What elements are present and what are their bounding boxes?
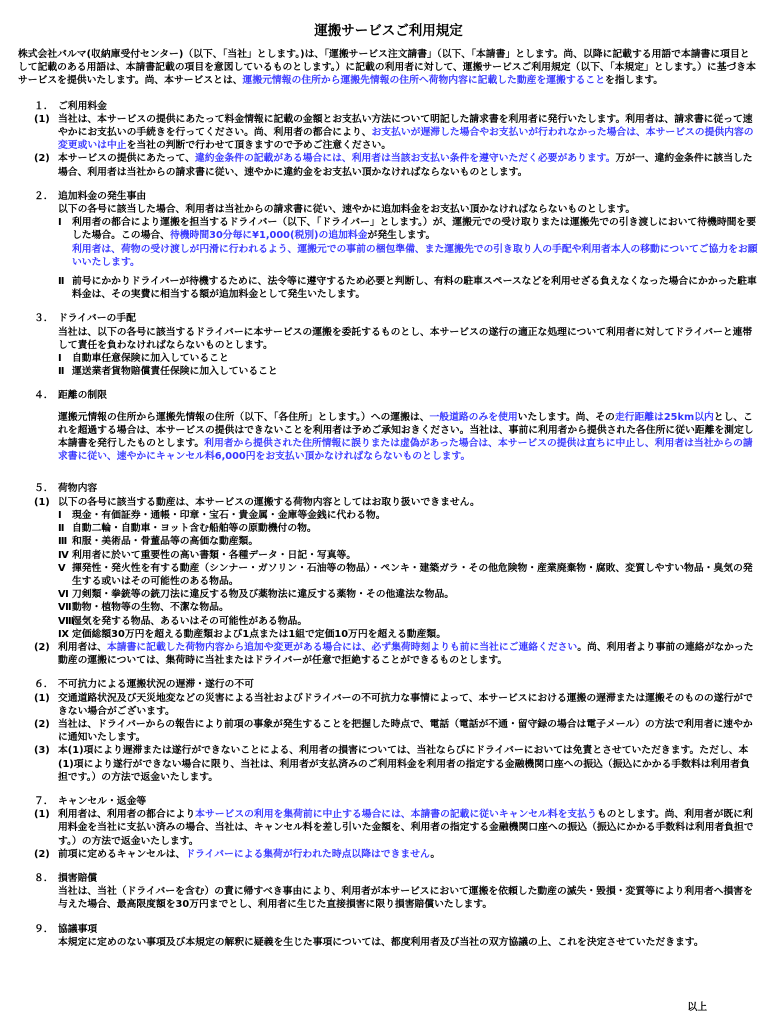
section-heading: ３． ドライバーの手配 [34,313,136,325]
prohibited-items-list [18,509,759,641]
clause-7-1: (1) 利用者は、利用者の都合により本サービスの利用を集荷前に中止する場合には、本請書の記載に従いキャンセル料を支払うものとします。尚、利用者が既に利用料金を当社に支払い済みの場合、当社は、キャンセル料を差し引いた金額を、利用者の指定する金融機関口座への振込（振込にかかる手数料は利用者負担です。）の方法で返金いたします。 [34,809,754,847]
clause-6-1: (1) 交通道路状況及び天災地変などの災害による当社およびドライバーの不可抗力な事情によって、本サービスにおける運搬の遅滞または運搬そのものの遂行ができない場合がございます。 [34,692,753,717]
list-item: Ⅴ 揮発性・発火性を有する動産（シンナー・ガソリン・石油等の物品）・ペンキ・建築ガラ・その他危険物・産業廃棄物・腐敗、変質しやすい物品・臭気の発生する或いはその可能性のある物品。 [58,562,753,587]
section-lead: 本規定に定めのない事項及び本規定の解釈に疑義を生じた事項については、都度利用者及び当社の双方協議の上、これを決定させていただきます。 [58,936,704,948]
list-item: Ⅰ 現金・有価証券・通帳・印章・宝石・貴金属・金庫等金銭に代わる物。 [58,509,386,521]
clause-3-ii: Ⅱ 運送業者貨物賠償責任保険に加入していること [58,366,278,378]
clause-7-2: (2) 前項に定めるキャンセルは、ドライバーによる集荷が行われた時点以降はできません。 [34,848,441,860]
section-heading: ４． 距離の制限 [34,390,107,402]
clause-6-3: (3) 本(1)項により遅滞または遂行ができないことによる、利用者の損害については、当社ならびにドライバーにおいては免責とさせていただきます。ただし、本(1)項により遂行ができない場合に限り、当社は、利用者が支払済みのご利用料金を利用者の指定する金融機関口座への振込（振込にかかる手数料は利用者負担です。）の方法で返金いたします。 [34,745,750,783]
section-cancellation [18,795,759,861]
intro-highlight: 運搬元情報の住所から運搬先情報の住所へ荷物内容に記載した動産を運搬すること [242,75,606,87]
section-heading: ９． 協議事項 [34,923,98,935]
clause-1-1: (1) 当社は、本サービスの提供にあたって料金情報に記載の金額とお支払い方法について明記した請求書を利用者に発行いたします。利用者は、請求書に従って速やかにお支払いの手続きを行ってください。尚、利用者の都合により、お支払いが遅滞した場合やお支払いが行われなかった場合は、本サービスの提供内容の変更或いは中止を当社の判断で行わせて頂きますので予めご注意ください。 [34,113,754,152]
section-heading: ７． キャンセル・返金等 [34,795,147,807]
section-lead: 当社は、以下の各号に該当するドライバーに本サービスの運搬を委託するものとし、本サービスの遂行の適正な処理について利用者に対してドライバーと連帯して責任を負わなければならないものとします。 [58,326,753,351]
section-fees [18,100,759,179]
section-force-majeure [18,678,759,784]
clause-5-1: (1) 以下の各号に該当する動産は、本サービスの運搬する荷物内容としてはお取り扱いできません。 [34,496,480,508]
clause-5-2: (2) 利用者は、本請書に記載した荷物内容から追加や変更がある場合には、必ず集荷時刻よりも前に当社にご連絡ください。尚、利用者より事前の連絡がなかった動産の運搬については、集荷時に当社またはドライバーが任意で拒絶することができるものとします。 [34,641,754,667]
section-additional-fees [18,190,759,302]
section-body: 運搬元情報の住所から運搬先情報の住所（以下、「各住所」とします。）への運搬は、一般道路のみを使用いたします。尚、その走行距離は25km以内とし、これを超過する場合は、本サービスの提供はできないことを利用者は予めご承知おきください。当社は、事前に利用者から提供された各住所に従い距離を測定し本請書を発行したものとします。利用者から提供された住所情報に誤りまたは虚偽があった場合は、本サービスの提供は直ちに中止し、利用者は当社からの請求書に従い、速やかにキャンセル料6,000円をお支払い頂かなければならないものとします。 [58,411,754,463]
list-item: Ⅵ 刀剣類・拳銃等の銃刀法に違反する物及び薬物法に違反する薬物・その他違法な物品。 [58,589,455,601]
intro-paragraph [18,48,759,88]
section-damages [18,872,759,912]
list-item: Ⅳ 利用者に於いて重要性の高い書類・各種データ・日記・写真等。 [58,549,357,561]
list-item: Ⅷ 湿気を発する物品、あるいはその可能性がある物品。 [58,615,308,627]
list-item: Ⅶ 動物・植物等の生物、不潔な物品。 [58,602,229,614]
section-heading: ６． 不可抗力による運搬状況の遅滞・遂行の不可 [34,679,254,691]
intro-tail: を指します。 [605,75,664,87]
list-item: Ⅸ 定価総額30万円を超える動産類および1点または1組で定価10万円を超える動産類。 [58,628,446,640]
page-title: 運搬サービスご利用規定 [314,23,463,39]
section-heading: １． ご利用料金 [34,100,107,112]
intro-text: 株式会社パルマ(収納庫受付センター)（以下、「当社」とします。)は、「運搬サービス注文請書」（以下、「本請書」とします。尚、以降に記載する用語で本請書に項目として記載のある用語は、本請書記載の項目を意図しているものとします。）に記載の利用者に対して、運搬サービスご利用規定（以下、「本規定」とします。）に基づき本サービスを提供いたします。尚、本サービスとは、 [18,49,756,87]
end-mark: 以上 [687,1001,707,1013]
section-heading: ８． 損害賠償 [34,872,98,884]
clause-2-ii: Ⅱ 前号にかかりドライバーが待機するために、法令等に遵守するため必要と判断し、有料の駐車スペースなどを利用せざる負えなくなった場合にかかった駐車料金は、その実費に相当する額が追加料金として発生いたします。 [58,276,757,301]
clause-3-i: Ⅰ 自動車任意保険に加入していること [58,353,229,365]
section-contents [18,482,759,667]
clause-1-2: (2) 本サービスの提供にあたって、違約金条件の記載がある場合には、利用者は当該お支払い条件を遵守いただく必要があります。万が一、違約金条件に該当した場合、利用者は当社からの請求書に従い、速やかに違約金をお支払い頂かなければならないものとします。 [34,153,753,178]
section-heading: ２． 追加料金の発生事由 [34,190,147,202]
section-distance [18,389,759,463]
clause-6-2: (2) 当社は、ドライバーからの報告により前項の事象が発生することを把握した時点で、電話（電話が不通・留守録の場合は電子メール）の方法で利用者に速やかに通知いたします。 [34,718,753,744]
section-consultation [18,923,759,949]
section-lead: 以下の各号に該当した場合、利用者は当社からの請求書に従い、速やかに追加料金をお支払い頂かなければならないものとします。 [58,204,636,216]
section-lead: 当社は、当社（ドライバーを含む）の責に帰すべき事由により、利用者が本サービスにおいて運搬を依頼した動産の滅失・毀損・変質等により利用者へ損害を与えた場合、最高限度額を30万円までとし、利用者に生じた直接損害に限り損害賠償いたします。 [58,886,753,911]
list-item: Ⅱ 自動二輪・自動車・ヨット含む船舶等の原動機付の物。 [58,523,317,535]
section-heading: ５． 荷物内容 [34,483,98,495]
list-item: Ⅲ 和服・美術品・骨董品等の高価な動産類。 [58,536,259,548]
clause-2-i: Ⅰ 利用者の都合により運搬を担当するドライバー（以下、「ドライバー」とします。）が、運搬元での受け取りまたは運搬先での引き渡しにおいて待機時間を要した場合。この場合、待機時間30分毎に¥1,000(税別)の追加料金が発生します。 利用者は、荷物の受け渡しが円滑に行われるよう、運搬元での事前の梱包準備、また運搬先での引き取り人の手配や利用者本人の移動についてご協力をお願いいたします。 [58,217,758,268]
section-driver [18,312,759,378]
